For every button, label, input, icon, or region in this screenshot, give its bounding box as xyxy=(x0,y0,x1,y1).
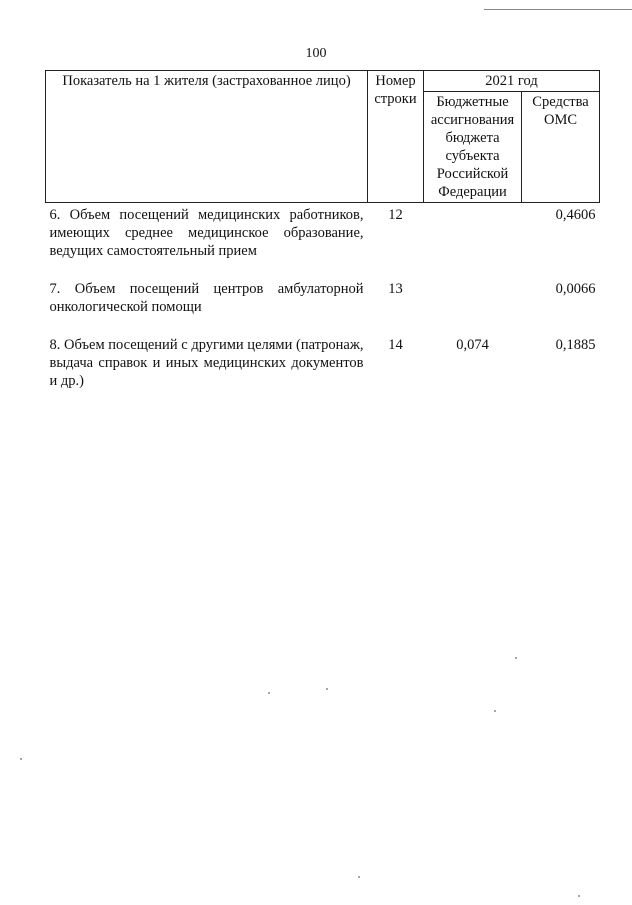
scan-speck xyxy=(494,710,496,712)
row-oms-value: 0,1885 xyxy=(555,337,596,353)
table-row xyxy=(46,203,600,261)
header-budget: Бюджетные ассигнования бюджета субъекта Российской Федерации xyxy=(424,92,522,203)
row-oms-value: 0,4606 xyxy=(555,207,596,223)
scan-speck xyxy=(20,758,22,760)
scan-speck xyxy=(326,688,328,690)
table-row xyxy=(46,316,600,390)
table-row xyxy=(46,260,600,316)
scan-speck xyxy=(515,657,517,659)
scan-speck xyxy=(268,692,270,694)
row-number: 14 xyxy=(388,337,403,353)
header-year: 2021 год xyxy=(424,71,600,92)
row-budget-value xyxy=(424,260,522,316)
header-indicator: Показатель на 1 жителя (застрахованное лицо) xyxy=(46,71,368,203)
indicator-table xyxy=(45,70,600,390)
row-label: 8. Объем посещений с другими целями (патронаж, выдача справок и иных медицинских документов и др.) xyxy=(49,337,364,389)
header-row-number: Номер строки xyxy=(368,71,424,203)
scan-speck xyxy=(358,876,360,878)
header-oms: Средства ОМС xyxy=(522,92,600,203)
row-label: 7. Объем посещений центров амбулаторной онкологической помощи xyxy=(49,281,364,315)
row-number: 12 xyxy=(388,207,403,223)
page-number: 100 xyxy=(305,46,327,61)
top-rule xyxy=(484,9,632,10)
row-budget-value xyxy=(424,203,522,261)
scan-speck xyxy=(578,895,580,897)
row-budget-value: 0,074 xyxy=(456,337,489,353)
row-number: 13 xyxy=(388,281,403,297)
row-label: 6. Объем посещений медицинских работников, имеющих среднее медицинское образование, ведущих самостоятельный прием xyxy=(49,207,364,259)
row-oms-value: 0,0066 xyxy=(555,281,596,297)
